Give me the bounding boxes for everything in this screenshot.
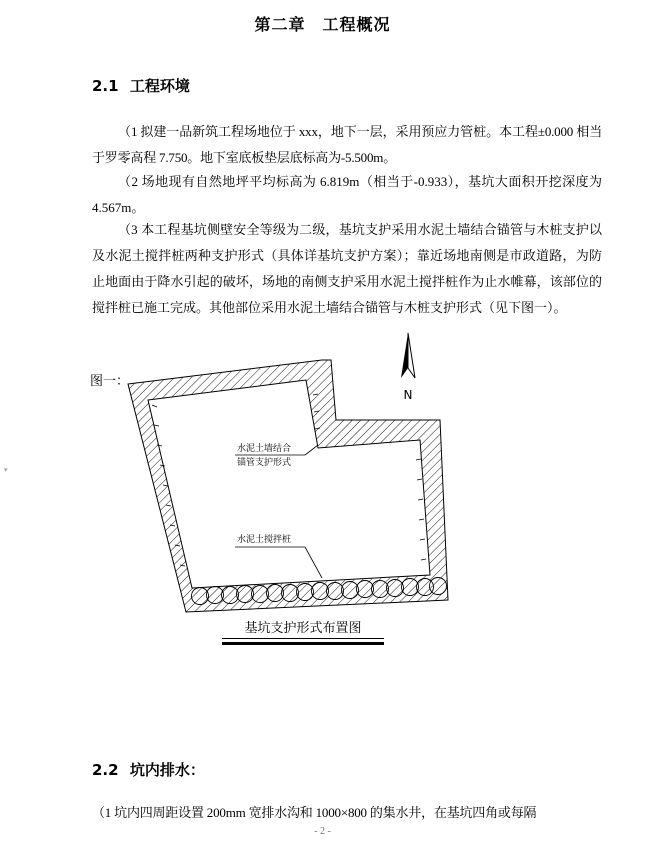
section-title: 工程环境 (129, 77, 190, 95)
section-heading-2-2 (92, 759, 205, 780)
margin-mark-icon: ▾ (4, 466, 8, 474)
page-number: - 2 - (314, 826, 331, 837)
section-number: 2.2 (92, 761, 119, 779)
paragraph-2-2-1: （1 坑内四周距设置 200mm 宽排水沟和 1000×800 的集水井，在基坑四角或每隔 (92, 805, 537, 820)
figure-caption: 基坑支护形式布置图 (244, 621, 362, 636)
section-number: 2.1 (92, 77, 119, 95)
paragraph-3: （3 本工程基坑侧壁安全等级为二级，基坑支护采用水泥土墙结合锚管与木桩支护以及水泥土搅拌桩两种支护形式（具体详基坑支护方案）；靠近场地南侧是市政道路，为防止地面由于降水引起的破坏，场地的南侧支护采用水泥土搅拌桩作为止水帷幕，该部位的搅拌桩已施工完成。其他部位采用水泥土墙结合锚管与木桩支护形式（见下图一）。 (92, 222, 602, 315)
north-arrow (401, 333, 415, 378)
caption-underline-thick (222, 642, 384, 645)
annotation-wall-line2: 锚管支护形式 (237, 458, 292, 468)
north-label: N (403, 388, 413, 402)
annotation-wall-leader (305, 445, 318, 455)
annotation-pile: 水泥土搅拌桩 (237, 535, 292, 545)
cement-soil-wall-band (128, 360, 448, 612)
caption-underline-thin (222, 638, 384, 639)
section-title: 坑内排水： (129, 761, 205, 779)
annotation-wall-line1: 水泥土墙结合 (237, 444, 292, 454)
chapter-title: 第二章 工程概况 (254, 15, 391, 34)
paragraph-2: （2 场地现有自然地坪平均标高为 6.819m（相当于-0.933），基坑大面积开挖深度为 4.567m。 (92, 174, 602, 215)
annotation-pile-leader (305, 547, 322, 578)
paragraph-1: （1 拟建一品新筑工程场地位于 xxx，地下一层，采用预应力管桩。本工程±0.000 相当于罗零高程 7.750。地下室底板垫层底标高为-5.500m。 (92, 124, 602, 165)
figure-label: 图一： (90, 373, 130, 388)
